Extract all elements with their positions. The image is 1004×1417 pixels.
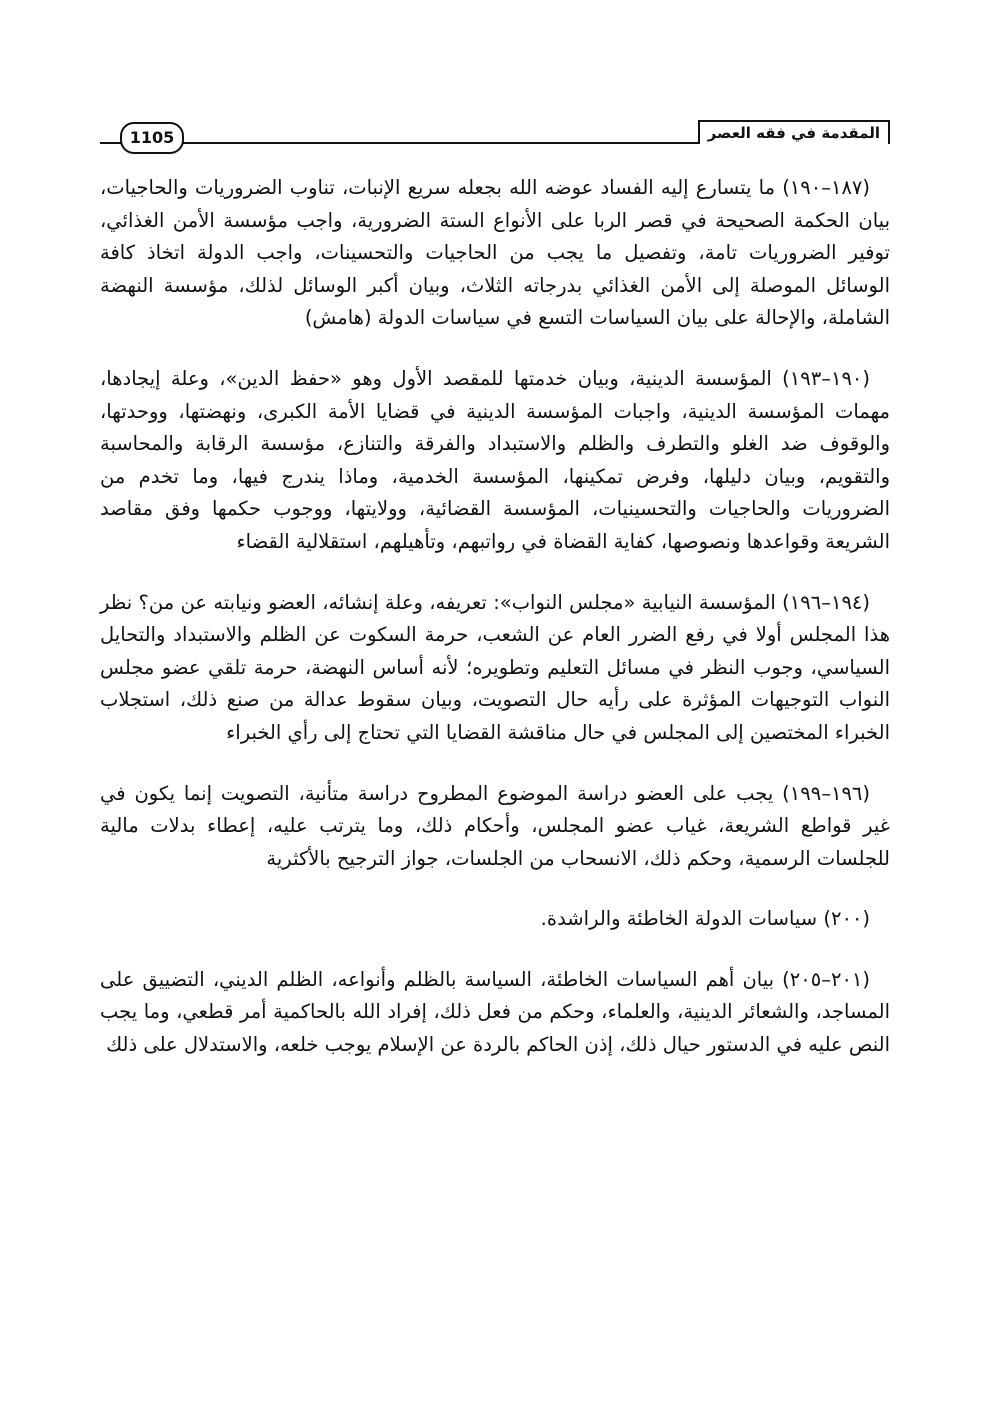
paragraph: (١٨٧–١٩٠) ما يتسارع إليه الفساد عوضه الله بجعله سريع الإنبات، تناوب الضروريات والحاجيات، بيان الحكمة الصحيحة في قصر الربا على الأنواع الستة الضرورية، واجب مؤسسة الأمن الغذائي، توفير الضروريات تامة، وتفصيل ما يجب من الحاجيات والتحسينات، واجب الدولة اتخاذ كافة الوسائل الموصلة إلى الأمن الغذائي بدرجاته الثلاث، وبيان أكبر الوسائل لذلك، مؤسسة النهضة الشاملة، والإحالة على بيان السياسات التسع في سياسات الدولة (هامش) <box>100 176 890 330</box>
index-content <box>100 172 890 1062</box>
page-header <box>100 118 890 150</box>
running-title: المقدمة في فقه العصر <box>698 120 890 144</box>
paragraph: (٢٠١–٢٠٥) بيان أهم السياسات الخاطئة، السياسة بالظلم وأنواعه، الظلم الديني، التضييق على المساجد، والشعائر الدينية، والعلماء، وحكم من فعل ذلك، إفراد الله بالحاكمية أمر قطعي، وما يجب النص عليه في الدستور حيال ذلك، إذن الحاكم بالردة عن الإسلام يوجب خلعه، والاستدلال على ذلك <box>100 967 890 1057</box>
paragraph: (١٩٦–١٩٩) يجب على العضو دراسة الموضوع المطروح دراسة متأنية، التصويت إنما يكون في غير قواطع الشريعة، غياب عضو المجلس، وأحكام ذلك، وما يترتب عليه، إعطاء بدلات مالية للجلسات الرسمية، وحكم ذلك، الانسحاب من الجلسات، جواز الترجيح بالأكثرية <box>100 781 890 870</box>
paragraph: (١٩٤–١٩٦) المؤسسة النيابية «مجلس النواب»: تعريفه، وعلة إنشائه، العضو ونيابته عن من؟ نظر هذا المجلس أولا في رفع الضرر العام عن الشعب، حرمة السكوت عن الظلم والاستبداد والتحايل السياسي، وجوب النظر في مسائل التعليم وتطويره؛ لأنه أساس النهضة، حرمة تلقي عضو مجلس النواب التوجيهات المؤثرة على رأيه حال التصويت، وبيان سقوط عدالة من صنع ذلك، استجلاب الخبراء المختصين إلى المجلس في حال مناقشة القضايا التي تحتاج إلى رأي الخبراء <box>100 590 890 744</box>
paragraph: (١٩٠–١٩٣) المؤسسة الدينية، وبيان خدمتها للمقصد الأول وهو «حفظ الدين»، وعلة إيجادها، مهمات المؤسسة الدينية، واجبات المؤسسة الدينية في قضايا الأمة الكبرى، ونهضتها، ووحدتها، والوقوف ضد الغلو والتطرف والظلم والاستبداد والفرقة والتنازع، مؤسسة الرقابة والمحاسبة والتقويم، وبيان دليلها، وفرض تمكينها، المؤسسة الخدمية، وماذا يندرج فيها، وما تخدم من الضروريات والحاجيات والتحسينيات، المؤسسة القضائية، وولايتها، ووجوب حكمها وفق مقاصد الشريعة وقواعدها ونصوصها، كفاية القضاة في رواتبهم، وتأهيلهم، استقلالية القضاء <box>100 366 890 553</box>
page-number: 1105 <box>120 122 184 154</box>
paragraph: (٢٠٠) سياسات الدولة الخاطئة والراشدة. <box>540 907 870 931</box>
